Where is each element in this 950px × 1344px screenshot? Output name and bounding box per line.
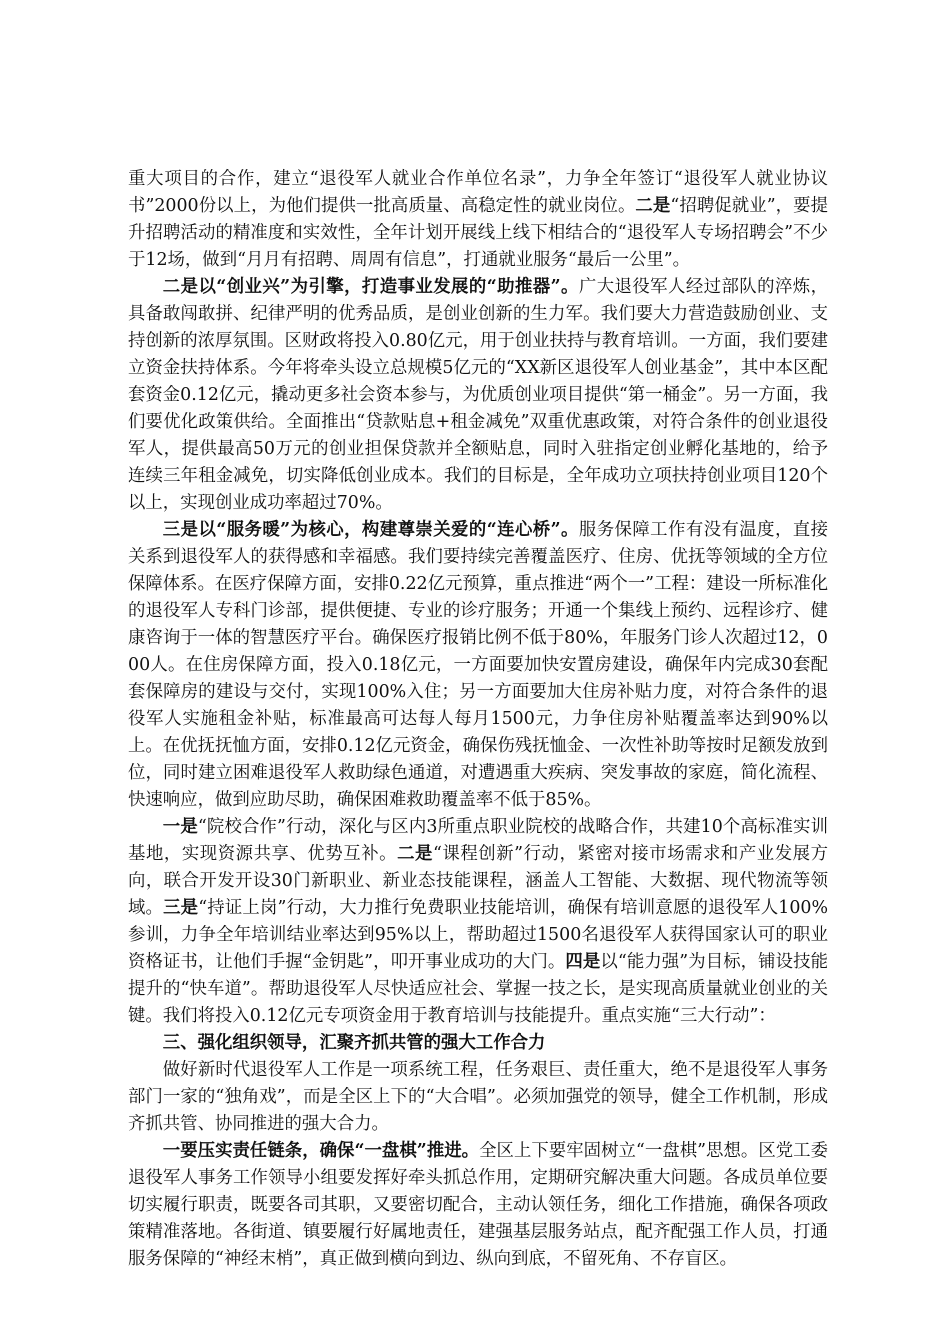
- paragraph-responsibility-chain: [128, 1138, 828, 1273]
- section-heading-bold: 三是以“服务暖”为核心，构建尊崇关爱的“连心桥”。: [162, 520, 579, 540]
- paragraph-text: 服务保障工作有没有温度，直接关系到退役军人的获得感和幸福感。我们要持续完善覆盖医疗、住房、优抚等领域的全方位保障体系。在医疗保障方面，安排0.22亿元预算，重点推进“两个一”工程：建设一所标准化的退役军人专科门诊部，提供便捷、专业的诊疗服务；开通一个集线上预约、远程诊疗、健康咨询于一体的智慧医疗平台。确保医疗报销比例不低于80%，年服务门诊人次超过12，000人。在住房保障方面，投入0.18亿元，一方面要加快安置房建设，确保年内完成30套配套保障房的建设与交付，实现100%入住；另一方面要加大住房补贴力度，对符合条件的退役军人实施租金补贴，标准最高可达每人每月1500元，力争住房补贴覆盖率达到90%以上。在优抚抚恤方面，安排0.12亿元资金，确保伤残抚恤金、一次性补助等按时足额发放到位，同时建立困难退役军人救助绿色通道，对遭遇重大疾病、突发事故的家庭，简化流程、快速响应，做到应助尽助，确保困难救助覆盖率不低于85%。: [128, 520, 828, 810]
- paragraph-organization-intro: [128, 1057, 828, 1138]
- bold-lead: 二是: [397, 844, 433, 864]
- paragraph-text: 以“能力强”为目标，铺设技能提升的“快车道”。帮助退役军人尽快适应社会、掌握一技之长，是实现高质量就业创业的关键。我们将投入0.12亿元专项资金用于教育培训与技能提升。重点实施“三大行动”：: [128, 952, 828, 1026]
- paragraph-training-actions: [128, 814, 828, 1030]
- bold-lead: 四是: [565, 952, 601, 972]
- paragraph-employment-cooperation: [128, 166, 828, 274]
- paragraph-text: 广大退役军人经过部队的淬炼，具备敢闯敢拼、纪律严明的优秀品质，是创业创新的生力军。我们要大力营造鼓励创业、支持创新的浓厚氛围。区财政将投入0.80亿元，用于创业扶持与教育培训。一方面，我们要建立资金扶持体系。今年将牵头设立总规模5亿元的“XX新区退役军人创业基金”，其中本区配套资金0.12亿元，撬动更多社会资本参与，为优质创业项目提供“第一桶金”。另一方面，我们要优化政策供给。全面推出“贷款贴息+租金减免”双重优惠政策，对符合条件的创业退役军人，提供最高50万元的创业担保贷款并全额贴息，同时入驻指定创业孵化基地的，给予连续三年租金减免，切实降低创业成本。我们的目标是，全年成功立项扶持创业项目120个以上，实现创业成功率超过70%。: [128, 277, 828, 513]
- paragraph-text: 全区上下要牢固树立“一盘棋”思想。区党工委退役军人事务工作领导小组要发挥好牵头抓总作用，定期研究解决重大问题。各成员单位要切实履行职责，既要各司其职，又要密切配合，主动认领任务，细化工作措施，确保各项政策精准落地。各街道、镇要履行好属地责任，建强基层服务站点，配齐配强工作人员，打通服务保障的“神经末梢”，真正做到横向到边、纵向到底，不留死角、不存盲区。: [128, 1141, 828, 1269]
- paragraph-entrepreneurship: [128, 274, 828, 517]
- paragraph-text: “招聘促就业”，要提升招聘活动的精准度和实效性，全年计划开展线上线下相结合的“退役军人专场招聘会”不少于12场，做到“月月有招聘、周周有信息”，打通就业服务“最后一公里”。: [128, 196, 828, 270]
- bold-lead: 二是: [635, 196, 671, 216]
- bold-lead: 一是: [162, 817, 198, 837]
- paragraph-text: “持证上岗”行动，大力推行免费职业技能培训，确保有培训意愿的退役军人100%参训，力争全年培训结业率达到95%以上，帮助超过1500名退役军人获得国家认可的职业资格证书，让他们手握“金钥匙”，叩开事业成功的大门。: [128, 898, 828, 972]
- bold-lead: 三是: [163, 898, 199, 918]
- section-heading-bold: 一要压实责任链条，确保“一盘棋”推进。: [162, 1141, 480, 1161]
- paragraph-text: “课程创新”行动，紧密对接市场需求和产业发展方向，联合开发开设30门新职业、新业态技能课程，涵盖人工智能、大数据、现代物流等领域。: [128, 844, 828, 918]
- paragraph-text: 重大项目的合作，建立“退役军人就业合作单位名录”，力争全年签订“退役军人就业协议书”2000份以上，为他们提供一批高质量、高稳定性的就业岗位。: [128, 169, 828, 216]
- section-heading-bold: 二是以“创业兴”为引擎，打造事业发展的“助推器”。: [162, 277, 579, 297]
- section-heading: 三、强化组织领导，汇聚齐抓共管的强大工作合力: [162, 1033, 546, 1053]
- paragraph-text: 做好新时代退役军人工作是一项系统工程，任务艰巨、责任重大，绝不是退役军人事务部门一家的“独角戏”，而是全区上下的“大合唱”。必须加强党的领导，健全工作机制，形成齐抓共管、协同推进的强大合力。: [128, 1060, 828, 1134]
- paragraph-text: “院校合作”行动，深化与区内3所重点职业院校的战略合作，共建10个高标准实训基地，实现资源共享、优势互补。: [128, 817, 828, 864]
- document-page: [128, 166, 828, 1273]
- paragraph-service: [128, 517, 828, 814]
